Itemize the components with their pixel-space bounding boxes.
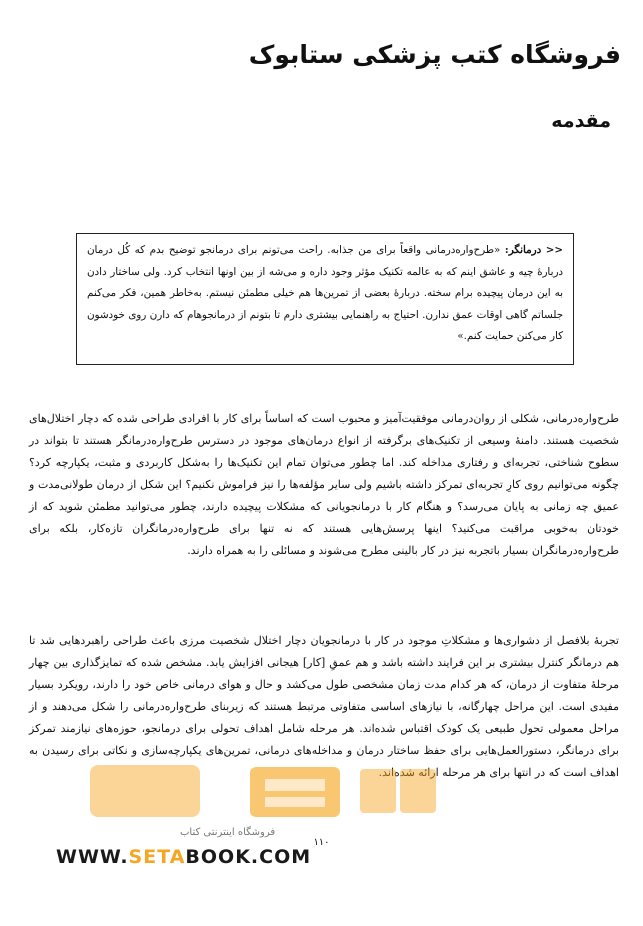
body-paragraph: تجربهٔ بلافصل از دشواری‌ها و مشکلاتِ موجود در کار با درمانجویان دچار اختلال شخصیت مرزی باعث طراحی راهبردهایی شد تا هم درمانگر کنترل بیشتری بر این فرایند داشته باشد و هم عمقِ [کار] هیجانی افزایش یابد. مشخص شده که تمایزگذاری بین چهار مرحلهٔ متفاوت از درمان، که هر کدام مدت زمان مشخصی طول می‌کشد و حال و هوای درمانی خاص خود را دارند، رویکرد بسیار مفیدی است. این مراحل چهارگانه، با نیازهای اساسی متفاوتی مرتبط هستند که زیربنای طرح‌واره‌درمانی را شکل می‌دهند و از مراحل معمولی تحول طبیعی یک کودک اقتباس شده‌اند. هر مرحله شامل اهداف تحولی برای درمانجو، حوزه‌های نیازمند تمرکز برای درمانگر، دستورالعمل‌هایی برای حفظ ساختار درمان و مداخله‌های درمانی، تمرین‌های یکپارچه‌سازی و نکاتی برای رسیدن به اهداف است که در انتها برای هر مرحله ارائه شده‌اند. [29, 634, 619, 779]
quote-text: «طرح‌واره‌درمانی واقعاً برای من جذابه. راحت می‌تونم برای درمانجو توضیح بدم که کُل درمان دربارهٔ چیه و عاشق اینم که به عالمه تکنیک مؤثر وجود داره و می‌شه از بین اونها انتخاب کرد. ولی ساختار دادن به این درمان پیچیده برام سخته. دربارهٔ بعضی از تمرین‌ها هم خیلی مطمئن نیستم. به‌خاطر همین، فکر می‌کنم جلساتم گاهی اوقات عمق ندارن. احتیاج به راهنمایی بیشتری دارم تا بتونم از درمانجوهام که دارن روی خودشون کار می‌کنن حمایت کنم.» [87, 244, 563, 342]
quote-speaker: درمانگر: [504, 244, 542, 256]
watermark-url [56, 846, 311, 868]
page-number: ۱۱۰ [313, 837, 330, 848]
body-paragraph: طرح‌واره‌درمانی، شکلی از روان‌درمانی موفقیت‌آمیز و محبوب است که اساساً برای کار با افرادی طراحی شده که دچار اختلال‌های شخصیت هستند. دامنهٔ وسیعی از تکنیک‌های برگرفته از انواع درمان‌های موجود در دسترس طرح‌واره‌درمانگر هستند تا بتواند در سطوح شناختی، تجربه‌ای و رفتاری مداخله کند. اما چطور می‌توان تمام این تکنیک‌ها را به‌شکل کاربردی و مثبت، یکپارچه کرد؟ چگونه می‌توانیم روی کارِ تجربه‌ای تمرکز داشته باشیم ولی سایر مؤلفه‌ها را نیز فراموش نکنیم؟ این شکل از درمان طولانی‌مدت و عمیق چه زمانی به پایان می‌رسد؟ و هنگام کار با درمانجویانی که مشکلات پیچیده دارند، چطور می‌توانید مطمئن شوید که از خودتان به‌خوبی مراقبت می‌کنید؟ اینها پرسش‌هایی هستند که نه تنها برای طرح‌واره‌درمانگران تازه‌کار، بلکه برای طرح‌واره‌درمانگران بسیار باتجربه نیز در کار بالینی مطرح می‌شوند و مسائلی را به همراه دارند. [29, 412, 619, 557]
logo-tagline: فروشگاه اینترنتی کتاب [180, 827, 276, 838]
url-prefix: WWW. [56, 846, 129, 868]
quote-box [76, 233, 574, 365]
url-suffix: BOOK.COM [185, 846, 312, 868]
quote-marker: << [545, 244, 564, 256]
store-title: فروشگاه کتب پزشکی ستابوک [248, 40, 621, 69]
section-heading: مقدمه [551, 110, 611, 132]
url-accent: SETA [128, 846, 186, 868]
